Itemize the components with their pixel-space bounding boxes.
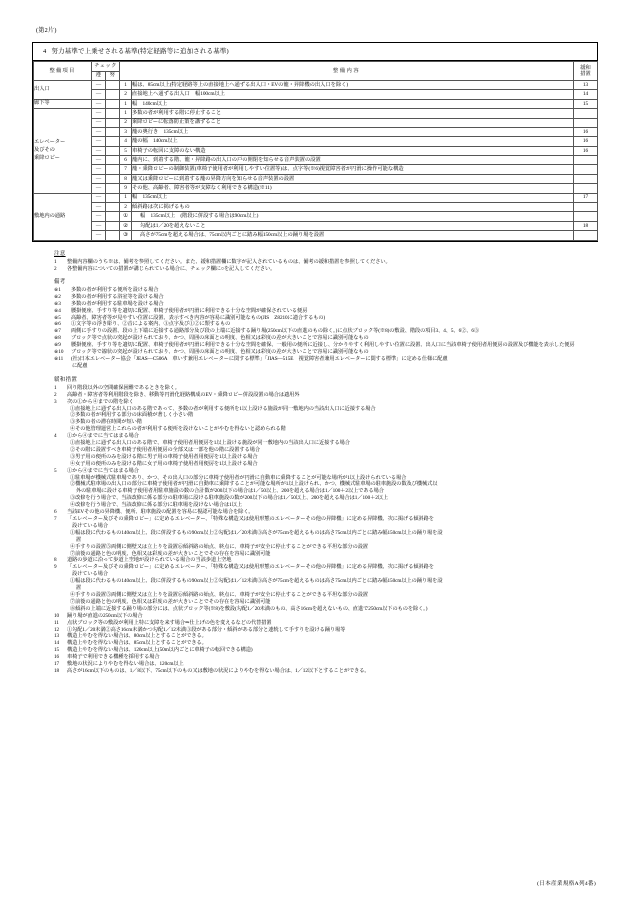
list-item-text: 両側に手すりの設置、段の上下端に近接する通路部分及び段の上端に近接する踊り場(250cm以下の直進のもの除く。)に点状ブロック等(※8)の敷設、階段の項目3、4、5、6②、6③	[71, 328, 480, 335]
row-number: 7	[120, 165, 132, 174]
list-item-text: ④手すりの設置⑤両側に側壁又は立上りを設置⑥傾斜路の始点、終点に、車椅子が安全に停止することができる平坦な部分の設置	[70, 543, 368, 550]
list-item	[70, 412, 598, 419]
list-item-text: 置	[76, 536, 82, 543]
list-item	[70, 544, 598, 551]
list-item	[70, 578, 598, 585]
check-do-cell[interactable]	[106, 80, 120, 89]
header-relaxation-line1: 緩和	[580, 65, 591, 71]
list-item-text: 高齢者、障害者等が見やすい位置に設置、表示すべき内容が容易に識別可能なもの(JIS Z8210に適合するもの)	[71, 314, 326, 321]
list-item-marker: 1	[54, 384, 57, 391]
list-item-marker: ※4	[54, 307, 61, 314]
list-item-text: ①勾配1／20未満②高さ16cm未満かつ勾配1／12未満③段がある部分・傾斜がある部分と連続して手すりを設ける踊り場等	[67, 626, 346, 633]
check-do-cell[interactable]	[106, 174, 120, 183]
row-item-label	[34, 99, 92, 108]
paper-size-note: (日本産業規格A列4番)	[537, 880, 596, 887]
remarks-list	[32, 287, 598, 363]
item-label-line: エレベーター	[34, 139, 66, 146]
row-item-label	[34, 80, 92, 99]
check-jun-cell[interactable]: ―	[92, 137, 106, 146]
row-number: ②	[120, 221, 132, 230]
list-item	[70, 440, 598, 447]
check-jun-cell[interactable]: ―	[92, 165, 106, 174]
list-item-text: 踊り場が直進の250cm以下の場合	[67, 612, 143, 619]
list-item-text: 高齢者・障害者等利用階段を除き、移動等円滑化経路構成のEV・乗降ロビー併設設置の場合は適用外	[67, 391, 300, 398]
list-item-text: ②多数の者が利用する部分の床面積が著しく小さい階	[70, 412, 194, 419]
list-item-marker: 17	[54, 661, 60, 668]
list-item-text: 点状ブロック等の敷設が利用上特に支障を来す場合⇒仕上げの色を変えるなどの代替措置	[67, 619, 272, 626]
row-content: 幅 135cm以上	[132, 193, 574, 202]
row-content: 幅は、85cm以上(特定経路等上の直接地上へ通ずる出入口・EVの籠・昇降機の出入口を除く)	[132, 80, 574, 89]
check-jun-cell[interactable]: ―	[92, 118, 106, 127]
list-item-marker: ※3	[54, 300, 61, 307]
list-item-text: 整備内容欄のうち※は、備考を参照してください。また、緩和措置欄に数字が記入されているものは、備考の緩和措置を参照してください。	[67, 259, 391, 266]
check-do-cell[interactable]	[106, 127, 120, 136]
check-do-cell[interactable]	[106, 203, 120, 212]
row-relaxation-ref	[574, 118, 598, 127]
row-content: 車椅子の転回に支障のない構造	[132, 146, 574, 155]
row-item-label	[34, 109, 92, 194]
header-check-jun: 遵	[92, 71, 106, 80]
list-item-marker: 7	[54, 516, 57, 522]
list-item	[70, 592, 598, 599]
list-item-text: 多数の者が利用する浴室等を設ける場合	[71, 293, 164, 300]
criteria-table-frame	[32, 42, 598, 242]
list-item-text: ⑦前後の通路と色の明度、色相又は彩度の差が大きいことでその存在を容易に識別可能	[70, 550, 271, 557]
row-relaxation-ref	[574, 212, 598, 221]
section-heading-text: 努力基準で上乗せされる基準(特定経路等に追加される基準)	[51, 47, 229, 55]
row-number: 5	[120, 146, 132, 155]
check-jun-cell[interactable]: ―	[92, 174, 106, 183]
list-item-marker: 5	[54, 467, 57, 474]
list-item	[54, 259, 598, 266]
row-relaxation-ref	[574, 156, 598, 165]
list-item-text: 高さが16cm以下のものは、1／8以下、75cm以下のもの又は敷地の状況によりやむを得ない場合は、1／12以下とすることができる。	[67, 667, 370, 674]
list-item-text: 置	[76, 585, 82, 592]
list-item	[54, 308, 598, 315]
row-number: 6	[120, 156, 132, 165]
list-item-text: 多数の者が利用する便所を設ける場合	[71, 286, 159, 293]
row-number: ①	[120, 212, 132, 221]
list-item-text: ①文字等の浮き彫り、②音による案内、③点字及び①②に類するもの	[71, 321, 231, 328]
list-item-marker: 1	[54, 259, 57, 266]
row-relaxation-ref: 15	[574, 99, 598, 108]
table-row	[34, 165, 598, 174]
list-item	[54, 613, 598, 620]
table-row	[34, 156, 598, 165]
check-do-cell[interactable]	[106, 109, 120, 118]
row-content: 幅 140cm以上	[132, 99, 574, 108]
check-jun-cell[interactable]: ―	[92, 90, 106, 99]
list-item-text: ②機械式駐車場の出入口の部分に車椅子使用者が円滑に自動車に乗降することが可能な場所が1以上設けられ、かつ、機械式駐車場の駐車施設の数及び機械式以	[70, 481, 438, 488]
list-item	[76, 537, 598, 544]
check-jun-cell[interactable]: ―	[92, 212, 106, 221]
header-check: チェック	[92, 62, 120, 71]
check-do-cell[interactable]	[106, 118, 120, 127]
list-item	[54, 349, 598, 356]
list-item	[54, 301, 598, 308]
list-item	[70, 447, 598, 454]
table-row	[34, 80, 598, 89]
check-do-cell[interactable]	[106, 90, 120, 99]
list-item-text: 設けている場合	[72, 522, 108, 529]
list-item-marker: ※5	[54, 314, 61, 321]
list-item-marker: 3	[54, 398, 57, 405]
list-item-marker: ※7	[54, 328, 61, 335]
list-item-text: ①駐車場が機械式駐車場であり、かつ、その出入口の部分に車椅子使用者が円滑に自動車に乗降することが可能な場所が1以上設けられている場合	[70, 474, 407, 481]
row-number: 2	[120, 90, 132, 99]
list-item-text: ①直接地上に通ずる出入口のある階であって、多数の者が利用する便所を1以上設ける施設が同一敷地内の当該出入口に近接する場合	[70, 405, 376, 412]
header-check-do: 努	[106, 71, 120, 80]
row-relaxation-ref: 16	[574, 146, 598, 155]
check-jun-cell[interactable]: ―	[92, 80, 106, 89]
list-item	[70, 599, 598, 606]
list-item-marker: ※6	[54, 321, 61, 328]
list-item	[70, 606, 598, 613]
list-item-text: 設けている場合	[72, 571, 108, 578]
check-jun-cell[interactable]: ―	[92, 193, 106, 202]
list-item-text: 車椅子で利用できる機種を採用する場合	[67, 654, 160, 661]
table-row	[34, 146, 598, 155]
check-do-cell[interactable]	[106, 193, 120, 202]
list-item	[70, 461, 598, 468]
row-content: 籠の幅 140cm以上	[132, 137, 574, 146]
row-content: 高さが75cmを超える場合は、75cm以内ごとに踏み幅150cm以上の踊り場を設置	[132, 231, 574, 240]
list-item-text: 当該EVその他の昇降機、便所、駐車施設の配置を容易に視認可能な場合を除く。	[67, 509, 254, 516]
section-title	[33, 43, 597, 61]
list-item-marker: 18	[54, 667, 60, 674]
list-item	[54, 399, 598, 406]
list-item-marker: 14	[54, 640, 60, 647]
spacer	[32, 370, 598, 377]
check-do-cell[interactable]	[106, 137, 120, 146]
item-label-line: 及びその	[34, 147, 55, 154]
row-content: 多数の者が利用する階に停止すること	[132, 109, 574, 118]
list-item-text: 構造上やむを得ない場合は、85cm以上とすることができる。	[67, 640, 207, 647]
check-jun-cell[interactable]: ―	[92, 127, 106, 136]
check-do-cell[interactable]	[106, 156, 120, 165]
row-relaxation-ref	[574, 231, 598, 240]
row-number: 2	[120, 118, 132, 127]
list-item-text: ④改修を行う場合で、当該改修に係る部分に駐車場を設けない場合は1以上	[70, 502, 242, 509]
header-content: 整備内容	[120, 62, 574, 81]
list-item-text: ①から④までに当てはまる場合	[67, 433, 139, 440]
list-item-marker: 16	[54, 654, 60, 661]
row-relaxation-ref	[574, 174, 598, 183]
notes-heading: 注意	[54, 251, 66, 257]
check-do-cell[interactable]	[106, 146, 120, 155]
list-item-text: 「エレベーター及びその乗降ロビー」に定めるエレベーター、「特殊な構造又は使用形態のエレベーターその他の昇降機」に定める昇降機、次に掲げる傾斜路を	[67, 516, 434, 522]
row-relaxation-ref: 17	[574, 193, 598, 202]
list-item	[54, 356, 598, 363]
notes-list	[32, 259, 598, 273]
check-jun-cell[interactable]: ―	[92, 109, 106, 118]
table-row	[34, 99, 598, 108]
item-label-line: 乗降ロビー	[34, 154, 60, 161]
row-relaxation-ref	[574, 184, 598, 193]
item-label-line: 出入口	[34, 86, 50, 93]
row-relaxation-ref	[574, 109, 598, 118]
list-item	[54, 620, 598, 627]
list-item	[54, 668, 598, 675]
list-item	[70, 426, 598, 433]
row-relaxation-ref: 16	[574, 137, 598, 146]
table-row	[34, 184, 598, 193]
row-number: 3	[120, 127, 132, 136]
list-item-marker: ※9	[54, 342, 61, 349]
row-relaxation-ref	[574, 203, 598, 212]
list-item-text: ③多数の者の滞在時間が短い階	[70, 419, 142, 426]
row-content: 幅 135cm以上 (階段に併設する場合は90cm以上)	[132, 212, 574, 221]
list-item-text: 各整備内容についての措置が講じられている場合に、チェック欄に○を記入してください。	[67, 265, 276, 272]
remarks-heading: 備考	[54, 278, 66, 285]
notes-area	[32, 251, 598, 675]
list-item	[72, 523, 598, 530]
list-item-text: 次の①から④までの階を除く	[67, 398, 134, 405]
row-content: 傾斜路は次に掲げるもの	[132, 203, 574, 212]
list-item	[54, 468, 598, 475]
row-content: 乗降ロビーに転落防止策を講ずること	[132, 118, 574, 127]
table-header	[34, 62, 598, 81]
row-number: 1	[120, 99, 132, 108]
list-item-text: ⑧傾斜の上端に近接する踊り場の部分には、点状ブロック等(※8)を敷設(勾配1／20未満のもの、高さ16cmを超えないもの、直進で250cm以下のものを除く。)	[70, 605, 428, 612]
table-row	[34, 118, 598, 127]
table-row	[34, 174, 598, 183]
relaxations-list	[32, 385, 598, 675]
row-relaxation-ref	[574, 165, 598, 174]
list-item-text: ④手すりの設置⑤両側に側壁又は立上りを設置⑥傾斜路の始点、終点に、車椅子が安全に停止することができる平坦な部分の設置	[70, 591, 368, 598]
list-item-text: 構造上やむを得ない場合は、80cm以上とすることができる。	[67, 633, 207, 640]
check-do-cell[interactable]	[106, 212, 120, 221]
row-content: 籠・乗降ロビーの制御装置(車椅子使用者が利用しやすい位置等)は、点字等(※6)視覚障害者が円滑に操作可能な構造	[132, 165, 574, 174]
table-row	[34, 137, 598, 146]
check-jun-cell[interactable]: ―	[92, 184, 106, 193]
list-item-text: 敷地の状況によりやむを得ない場合は、120cm以上	[67, 661, 184, 668]
row-number: 4	[120, 137, 132, 146]
list-item-marker: 15	[54, 647, 60, 654]
list-item-marker: ※1	[54, 286, 61, 293]
list-item-text: ④その他管理運営上これらの者が利用する便所を設けないことがやむを得ないと認められる階	[70, 426, 286, 433]
list-item-marker: ※2	[54, 293, 61, 300]
item-label-line: 敷地内の通路	[34, 212, 66, 219]
list-item	[54, 654, 598, 661]
list-item-marker: 9	[54, 564, 57, 571]
check-do-cell[interactable]	[106, 165, 120, 174]
check-do-cell[interactable]	[106, 99, 120, 108]
table-row	[34, 193, 598, 202]
list-item-marker: 10	[54, 612, 60, 619]
check-do-cell[interactable]	[106, 231, 120, 240]
criteria-table	[33, 61, 598, 240]
row-number: 1	[120, 193, 132, 202]
row-content: 勾配は1／20を超えないこと	[132, 221, 574, 230]
item-label-line: 廊下等	[34, 100, 50, 107]
check-jun-cell[interactable]: ―	[92, 203, 106, 212]
list-item	[54, 516, 598, 523]
list-item	[54, 564, 598, 571]
check-do-cell[interactable]	[106, 221, 120, 230]
row-relaxation-ref: 18	[574, 221, 598, 230]
list-item-marker: 2	[54, 265, 57, 272]
list-item-marker: 2	[54, 391, 57, 398]
row-relaxation-ref: 14	[574, 90, 598, 99]
row-number: 1	[120, 109, 132, 118]
table-body	[34, 80, 598, 240]
list-item-marker: ※8	[54, 335, 61, 342]
list-item-text: ①幅は段に代わるもの140cm以上、段に併設するもの90cm以上②勾配は1／20未満③高さが75cmを超えるものは高さ75cm以内ごとに踏み幅150cm以上の踊り場を設	[70, 529, 443, 536]
list-item-marker: 13	[54, 633, 60, 640]
list-item	[54, 342, 598, 349]
list-item	[54, 433, 598, 440]
list-item-text: 外の駐車場に設ける車椅子使用者用駐車施設の数の合計数が200以下の場合は1／50以上、200を超える場合は1／100＋2以上である場合	[76, 488, 384, 495]
list-item	[54, 385, 598, 392]
check-do-cell[interactable]	[106, 184, 120, 193]
row-number: ③	[120, 231, 132, 240]
list-item-text: に配慮	[72, 362, 88, 369]
check-jun-cell[interactable]: ―	[92, 156, 106, 165]
list-item-text: 道路の歩道に沿って歩道上空地が設けられている場合の当該歩道上空地	[67, 557, 232, 564]
sheet-label: (第2片)	[36, 27, 57, 34]
header-relaxation-line2: 措置	[580, 71, 591, 78]
table-row	[34, 109, 598, 118]
list-item	[54, 266, 598, 273]
list-item	[54, 294, 598, 301]
list-item-marker: 12	[54, 626, 60, 633]
relaxations-heading: 緩和措置	[54, 376, 78, 383]
row-number: 8	[120, 174, 132, 183]
list-item-text: ③男子用の便所のみを設ける階に男子用の車椅子使用者用便房を1以上設ける場合	[70, 453, 258, 460]
list-item	[72, 363, 598, 370]
list-item-text: 多数の者が利用する駐車場を設ける場合	[71, 300, 164, 307]
list-item-text: ③改修を行う場合で、当該改修に係る部分の駐車場に設ける駐車施設の数が200以下の場合は1／50以上、200を超える場合は1／100＋2以上	[70, 495, 389, 502]
remarks-continuation	[32, 363, 598, 370]
list-item-text: (社)日本エレベーター協会「JEAS―C506A 車いす兼用エレベーターに関する標準」「JIAS―515E 視覚障害者兼用エレベーターに関する標準」に定める仕様に配慮	[71, 355, 448, 362]
list-item	[54, 392, 598, 399]
row-number: 1	[120, 80, 132, 89]
row-content: 籠内に、到着する階、籠・昇降路の出入口の戸の開閉を知らせる音声装置の設置	[132, 156, 574, 165]
list-item-text: 回り階段以外の空間確保困難であるときを除く。	[67, 384, 180, 391]
list-item-text: ⑦前後の通路と色の明度、色相又は彩度の差が大きいことでその存在を容易に識別可能	[70, 598, 271, 605]
row-content: 籠の奥行き 135cm以上	[132, 127, 574, 136]
row-relaxation-ref: 16	[574, 127, 598, 136]
list-item	[70, 530, 598, 537]
list-item-text: ブロック等で線状の突起が設けられており、かつ、周囲の床面との明度、色相又は彩度の差が大きいことで容易に識別可能なもの	[71, 349, 369, 356]
list-item-text: ブロック等で点状の突起が設けられており、かつ、周囲の床面との明度、色相又は彩度の差が大きいことで容易に識別可能なもの	[71, 335, 369, 342]
table-row	[34, 127, 598, 136]
list-item-text: ①幅は段に代わるもの140cm以上、段に併設するもの90cm以上②勾配は1／12未満③高さが75cmを超えるものは高さ75cm以内ごとに踏み幅150cm以上の踊り場を設	[70, 578, 443, 585]
list-item-text: ①から④までに当てはまる場合	[67, 467, 139, 474]
header-relaxation	[574, 62, 598, 81]
table-row	[34, 221, 598, 230]
list-item-text: 「エレベーター及びその乗降ロビー」に定めるエレベーター、「特殊な構造又は使用形態のエレベーターその他の昇降機」に定める昇降機、次に掲げる傾斜路を	[67, 564, 434, 571]
table-row	[34, 231, 598, 240]
list-item-text: 腰掛便座、手すり等を適切に配置、車椅子使用者が円滑に利用できる十分な空間を確保、一般用の便所に近接し、分かりやすく利用しやすい位置に設置、出入口に当該車椅子使用者用便房の設置及び機能を表示した便房	[71, 342, 575, 349]
list-item-marker: 4	[54, 433, 57, 440]
row-number: 9	[120, 184, 132, 193]
list-item-marker: ※11	[54, 355, 64, 362]
row-relaxation-ref: 13	[574, 80, 598, 89]
row-content: 籠又は乗降ロビーに到着する籠の昇降方向を知らせる音声装置の設置	[132, 174, 574, 183]
row-item-label	[34, 193, 92, 240]
list-item-marker: 11	[54, 619, 59, 626]
list-item	[54, 661, 598, 668]
table-row	[34, 203, 598, 212]
header-item: 整備項目	[34, 62, 92, 81]
list-item	[54, 287, 598, 294]
list-item-text: ②その階に設置すべき車椅子使用者用便房の全部又は一部を他の階に設置する場合	[70, 446, 260, 453]
section-number: 4	[43, 47, 47, 55]
list-item-text: ①直接地上に通ずる出入口のある階で、車椅子使用者用便房を1以上設ける施設が同一敷地内の当該出入口に近接する場合	[70, 440, 350, 447]
list-item	[54, 509, 598, 516]
row-content: その他、高齢者、障害者等が支障なく利用できる構造(※11)	[132, 184, 574, 193]
check-jun-cell[interactable]: ―	[92, 146, 106, 155]
list-item	[70, 454, 598, 461]
check-jun-cell[interactable]: ―	[92, 231, 106, 240]
list-item-text: 腰掛便座、手すり等を適切に配置、車椅子使用者が円滑に利用できる十分な空間が確保されている便房	[71, 307, 308, 314]
row-content: 直接地上へ通ずる出入口 幅100cm以上	[132, 90, 574, 99]
list-item-marker: 8	[54, 557, 57, 564]
list-item-text: 構造上やむを得ない場合は、120cm以上(50m以内ごとに車椅子の転回できる構造)	[67, 647, 253, 654]
list-item-marker: 6	[54, 509, 57, 516]
row-number: 2	[120, 203, 132, 212]
table-row	[34, 212, 598, 221]
list-item-marker: ※10	[54, 349, 64, 356]
table-row	[34, 90, 598, 99]
check-jun-cell[interactable]: ―	[92, 99, 106, 108]
list-item	[76, 585, 598, 592]
check-jun-cell[interactable]: ―	[92, 221, 106, 230]
list-item-text: ④女子用の便所のみを設ける階に女子用の車椅子使用者用便房を1以上設ける場合	[70, 460, 258, 467]
